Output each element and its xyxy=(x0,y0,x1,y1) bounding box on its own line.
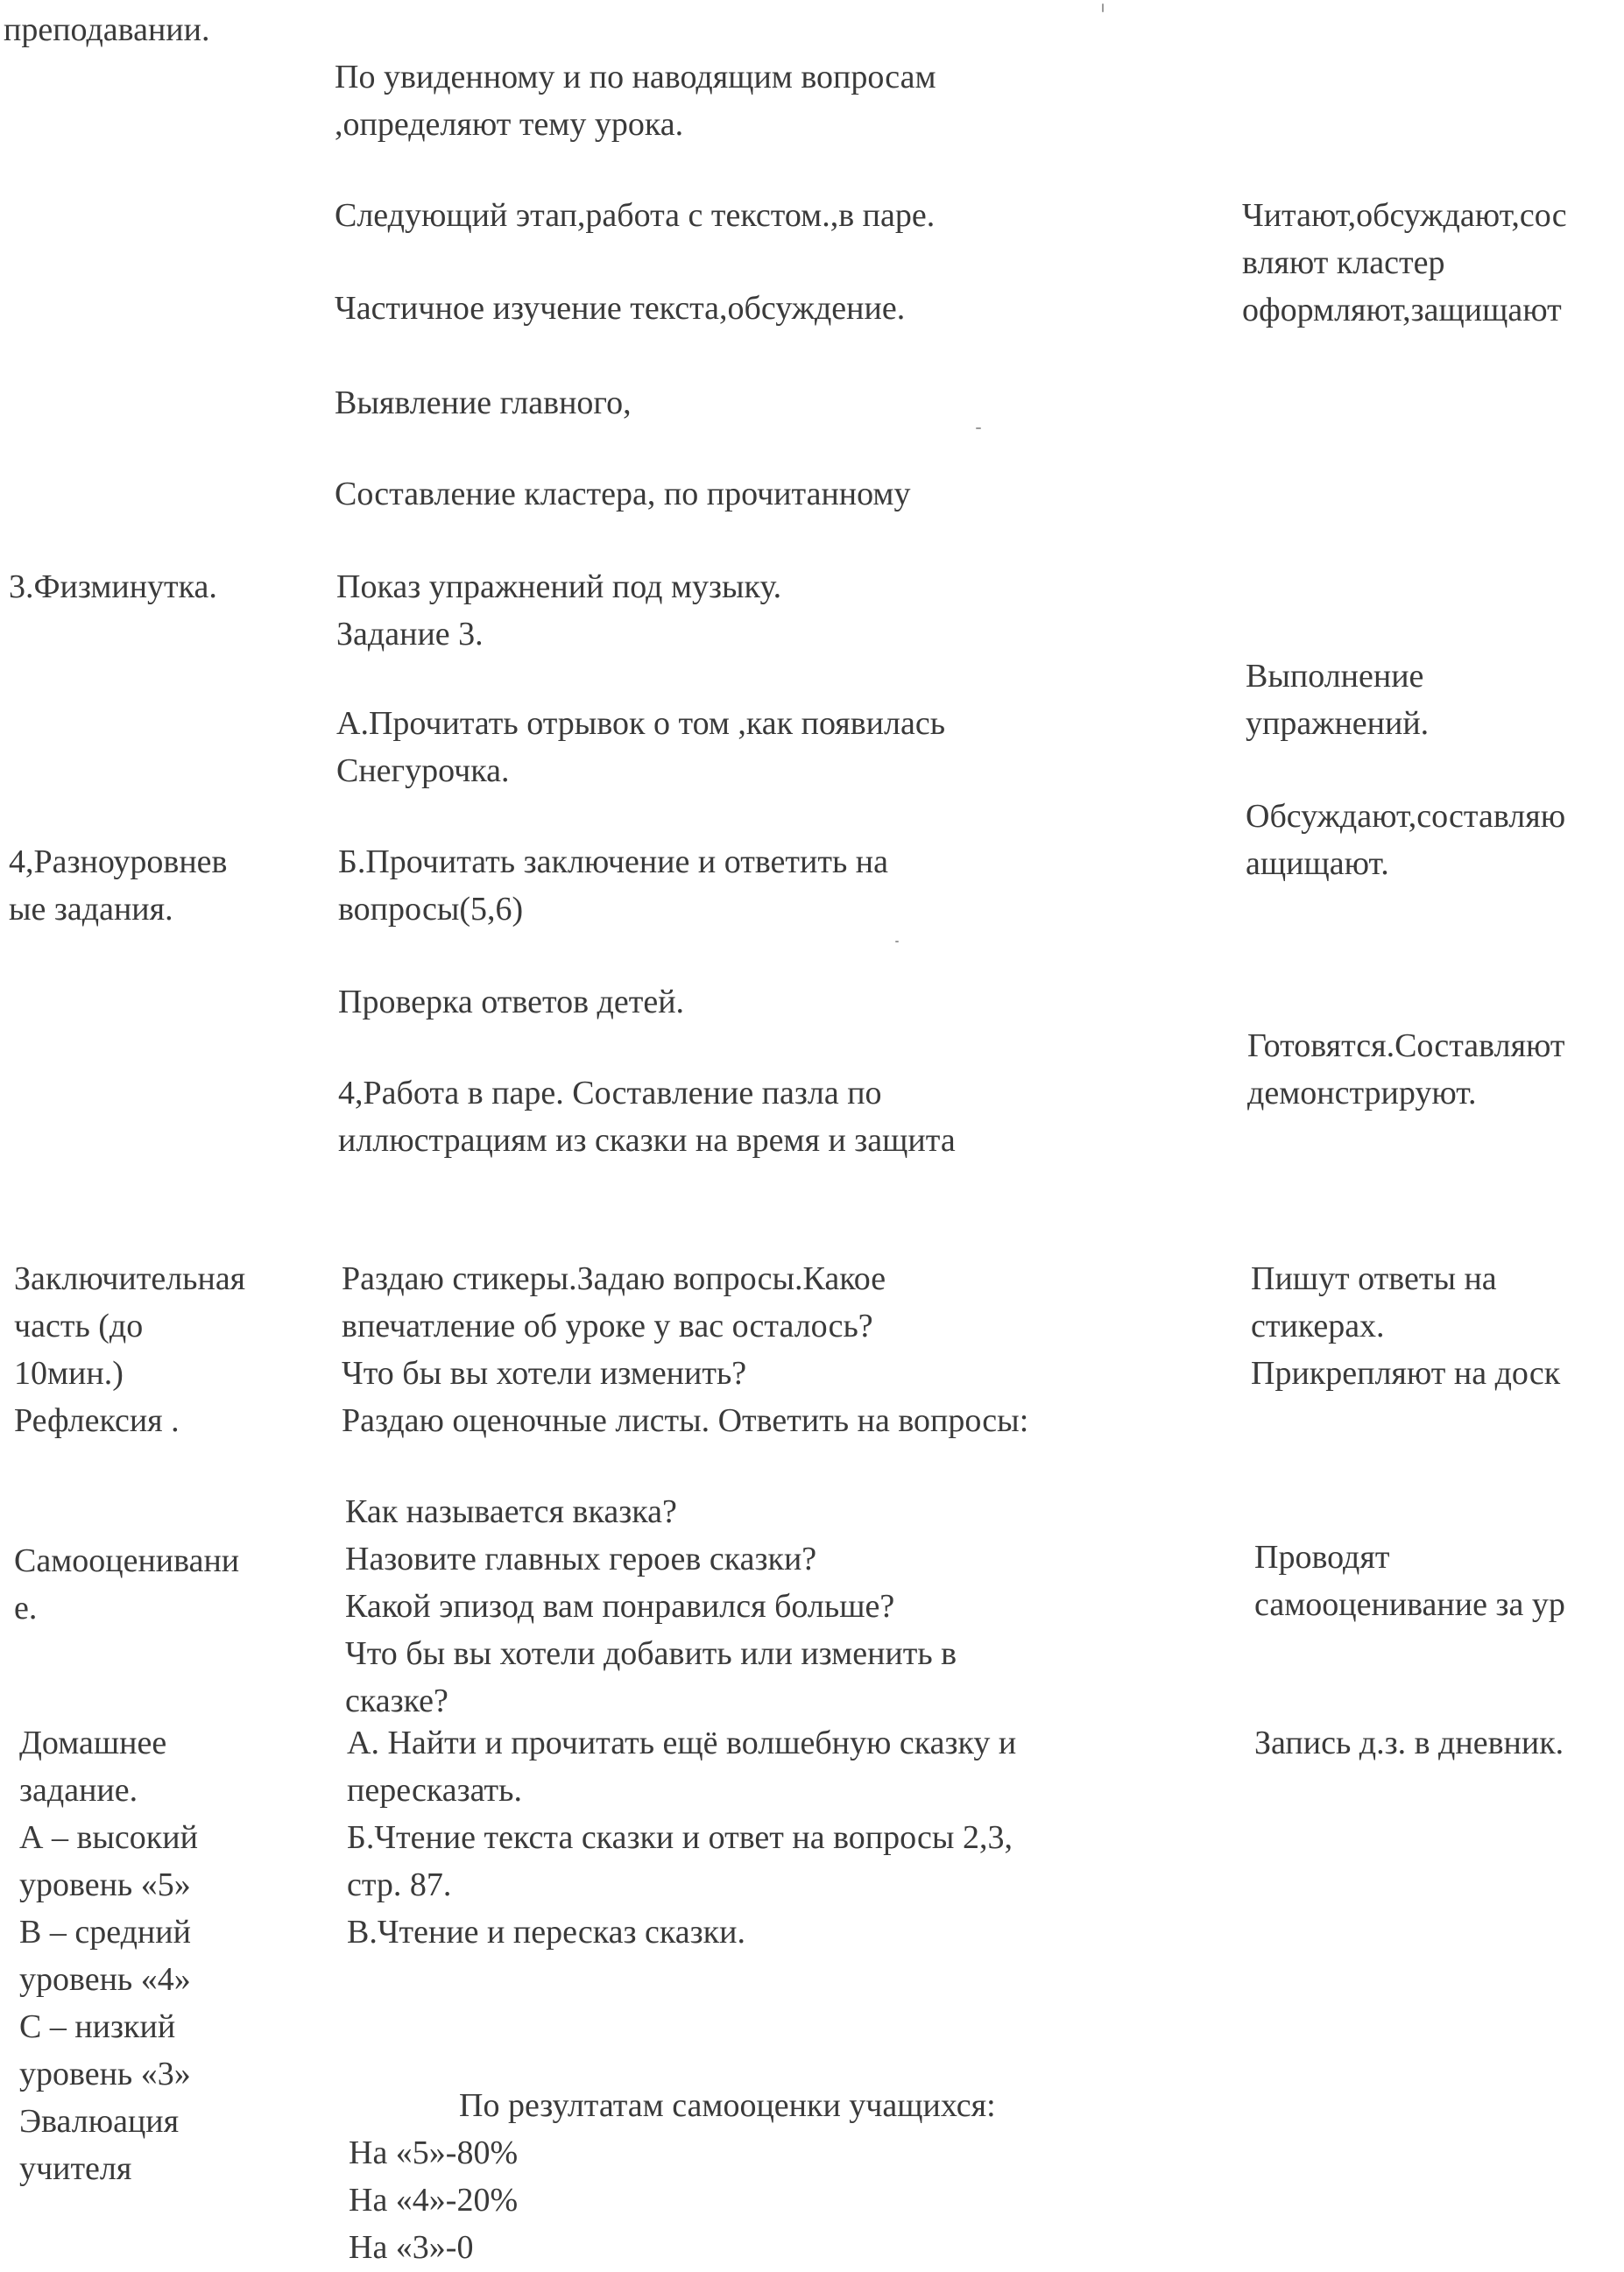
text-line: Домашнее xyxy=(19,1725,167,1761)
text-line: По увиденному и по наводящим вопросам xyxy=(335,59,936,95)
text-line: Пишут ответы на xyxy=(1251,1260,1497,1297)
text-line: Как называется вказка? xyxy=(345,1493,677,1530)
text-line: По резултатам самооценки учащихся: xyxy=(459,2087,996,2124)
middle-cluster xyxy=(335,471,910,519)
middle-homework xyxy=(347,1720,1016,1957)
text-line: пересказать. xyxy=(347,1771,522,1809)
text-line: С – низкий xyxy=(19,2007,176,2045)
middle-results xyxy=(349,2130,518,2272)
text-line: Что бы вы хотели добавить или изменить в xyxy=(345,1634,957,1672)
text-line: впечатление об уроке у вас осталось? xyxy=(342,1307,873,1344)
text-line: Эвалюация xyxy=(19,2102,180,2140)
middle-questions xyxy=(345,1489,957,1725)
scan-speck xyxy=(1102,4,1104,12)
scan-speck xyxy=(895,941,899,942)
right-discussing xyxy=(1246,794,1565,888)
middle-results-title xyxy=(459,2083,996,2130)
text-line: Что бы вы хотели изменить? xyxy=(342,1354,747,1392)
text-line: 4,Разноуровнев xyxy=(9,843,228,880)
text-line: В.Чтение и пересказ сказки. xyxy=(347,1913,745,1951)
text-line: Выявление главного, xyxy=(335,385,632,421)
text-line: Какой эпизод вам понравился больше? xyxy=(345,1587,895,1625)
text-line: Запись д.з. в дневник. xyxy=(1254,1725,1564,1761)
text-line: Следующий этап,работа с текстом.,в паре. xyxy=(335,197,936,234)
text-line: ,определяют тему урока. xyxy=(335,105,684,143)
text-line: А.Прочитать отрывок о том ,как появилась xyxy=(336,705,946,742)
text-line: А. Найти и прочитать ещё волшебную сказку и xyxy=(347,1725,1017,1761)
right-doing xyxy=(1246,653,1429,748)
right-reading xyxy=(1242,193,1567,335)
left-top-text xyxy=(4,7,209,54)
text-line: иллюстрациям из сказки на время и защита xyxy=(338,1121,956,1159)
stage-fizminutka xyxy=(9,564,217,611)
text-line: Б.Прочитать заключение и ответить на xyxy=(338,843,888,880)
text-line: Частичное изучение текста,обсуждение. xyxy=(335,290,906,327)
text-line: Читают,обсуждают,сос xyxy=(1242,197,1567,234)
text-line: Назовите главных героев сказки? xyxy=(345,1540,817,1577)
stage-zaklyuchitelnaya xyxy=(14,1256,245,1445)
middle-task-a xyxy=(336,701,945,795)
text-line: задание. xyxy=(19,1771,138,1809)
text-line: учителя xyxy=(19,2149,132,2187)
text-line: В – средний xyxy=(19,1913,191,1951)
right-preparing xyxy=(1247,1023,1565,1118)
middle-check xyxy=(338,979,684,1027)
text-line: 4,Работа в паре. Составление пазла по xyxy=(338,1075,882,1111)
text-line: 3.Физминутка. xyxy=(9,568,217,605)
text-line: Снегурочка. xyxy=(336,751,510,789)
text-line: ые задания. xyxy=(9,890,173,928)
text-line: уровень «4» xyxy=(19,1960,191,1998)
middle-main-point xyxy=(335,380,632,427)
text-line: преподавании. xyxy=(4,11,210,48)
text-line: е. xyxy=(14,1589,38,1626)
middle-pair-work xyxy=(338,1070,956,1165)
text-line: Прикрепляют на доск xyxy=(1251,1354,1561,1392)
scan-speck xyxy=(976,427,981,429)
text-line: ащищают. xyxy=(1246,844,1389,882)
text-line: упражнений. xyxy=(1246,704,1430,742)
text-line: Составление кластера, по прочитанному xyxy=(335,476,911,512)
text-line: стикерах. xyxy=(1251,1307,1385,1344)
text-line: демонстрируют. xyxy=(1247,1074,1477,1111)
middle-exercises xyxy=(336,564,781,659)
text-line: Рефлексия . xyxy=(14,1401,180,1439)
text-line: Раздаю стикеры.Задаю вопросы.Какое xyxy=(342,1260,886,1297)
text-line: Задание 3. xyxy=(336,615,484,653)
text-line: Проверка ответов детей. xyxy=(338,984,685,1020)
text-line: Обсуждают,составляю xyxy=(1246,798,1566,835)
text-line: На «4»-20% xyxy=(349,2181,519,2219)
text-line: стр. 87. xyxy=(347,1866,452,1903)
text-line: Самооценивани xyxy=(14,1542,240,1579)
text-line: Показ упражнений под музыку. xyxy=(336,568,782,605)
text-line: сказке? xyxy=(345,1682,448,1719)
text-line: Проводят xyxy=(1254,1539,1390,1576)
middle-next-stage xyxy=(335,193,935,240)
text-line: Выполнение xyxy=(1246,658,1424,695)
text-line: уровень «5» xyxy=(19,1866,191,1903)
stage-raznourovnevye xyxy=(9,839,228,934)
text-line: самооценивание за ур xyxy=(1254,1585,1565,1623)
text-line: Заключительная xyxy=(14,1260,246,1297)
stage-domashnee xyxy=(19,1720,198,2193)
text-line: вопросы(5,6) xyxy=(338,890,524,928)
text-line: Б.Чтение текста сказки и ответ на вопросы 2,3, xyxy=(347,1818,1013,1856)
text-line: А – высокий xyxy=(19,1818,198,1856)
right-self-assess xyxy=(1254,1535,1565,1629)
text-line: Готовятся.Составляют xyxy=(1247,1027,1565,1064)
text-line: часть (до xyxy=(14,1307,144,1344)
middle-theme xyxy=(335,54,936,149)
right-diary xyxy=(1254,1720,1564,1768)
text-line: оформляют,защищают xyxy=(1242,291,1562,328)
middle-task-b xyxy=(338,839,888,934)
text-line: На «5»-80% xyxy=(349,2134,519,2171)
text-line: На «3»-0 xyxy=(349,2228,474,2266)
text-line: вляют кластер xyxy=(1242,243,1445,281)
text-line: уровень «3» xyxy=(19,2055,191,2092)
middle-reflection xyxy=(342,1256,1028,1445)
middle-partial xyxy=(335,286,905,333)
text-line: 10мин.) xyxy=(14,1354,124,1392)
text-line: Раздаю оценочные листы. Ответить на вопросы: xyxy=(342,1401,1029,1439)
right-writing xyxy=(1251,1256,1560,1398)
stage-samoocenivanie xyxy=(14,1538,239,1633)
